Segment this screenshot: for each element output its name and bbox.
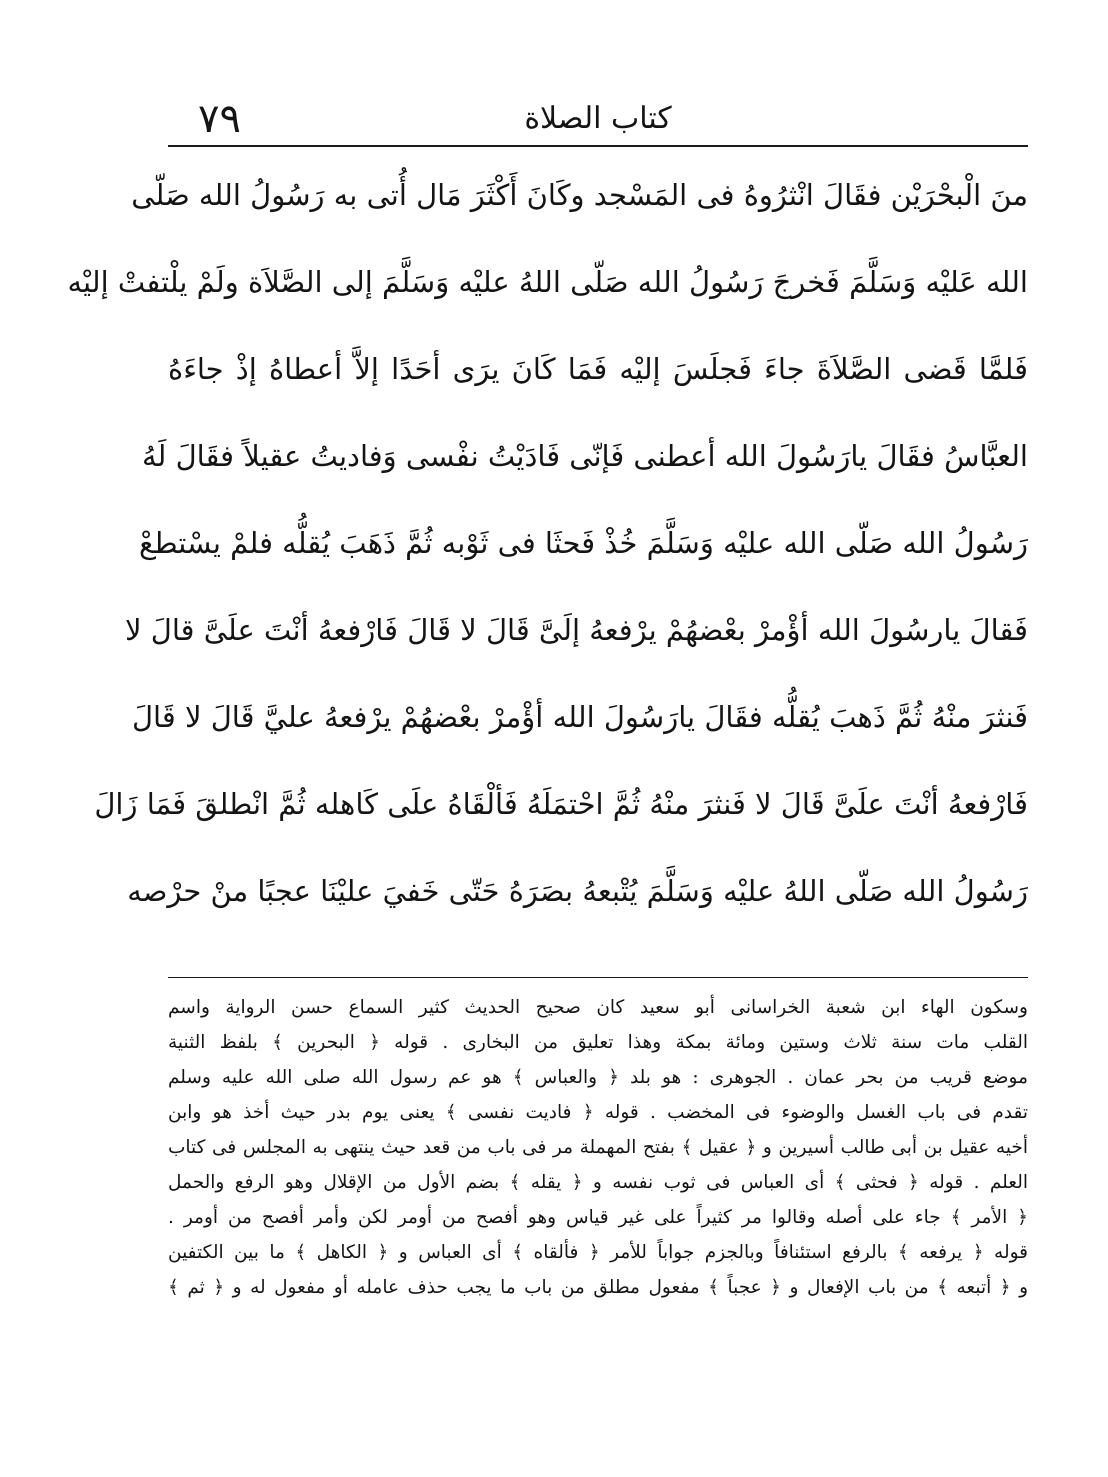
main-text-line: العبَّاسُ فقَالَ يارَسُولَ الله أعطنى فَإنّى فَادَيْتُ نفْسى وَفاديتُ عقيلاً فقَالَ لَهُ xyxy=(142,439,1028,473)
footnote-line: ﴿ الأمر ﴾ جاء على أصله وقالوا مر كثيراً على غير قياس وهو أفصح من أومر لكن وأمر أفصح من أومر . xyxy=(168,1207,1028,1228)
main-text-line: رَسُولُ الله صَلّى اللهُ عليْه وَسَلَّمَ يُتْبعهُ بصَرَهُ حَتّى خَفيَ عليْنَا عجبًا منْ حرْصه xyxy=(127,874,1028,908)
page-header xyxy=(168,96,1028,142)
footnote-line: قوله ﴿ يرفعه ﴾ بالرفع استئنافاً وبالجزم جواباً للأمر ﴿ فألقاه ﴾ أى العباس و ﴿ الكاهل ﴾ ما بين الكتفين xyxy=(168,1242,1028,1263)
footnote-line: تقدم فى باب الغسل والوضوء فى المخضب . قوله ﴿ فاديت نفسى ﴾ يعنى يوم بدر حيث أخذ هو وابن xyxy=(168,1102,1028,1123)
main-text-line: فَنثرَ منْهُ ثُمَّ ذَهبَ يُقلُّه فقَالَ يارَسُولَ الله أؤْمرْ بعْضهُمْ يرْفعهُ عليَّ قَالَ لا قَالَ xyxy=(131,700,1028,734)
footnote-line: و ﴿ أتبعه ﴾ من باب الإفعال و ﴿ عجباً ﴾ مفعول مطلق من باب ما يجب حذف عامله أو مفعول له و ﴿ ثم ﴾ xyxy=(168,1277,1028,1298)
footnote-line: أخيه عقيل بن أبى طالب أسيرين و ﴿ عقيل ﴾ بفتح المهملة مر فى باب من قعد حيث ينتهى به المجلس فى كتاب xyxy=(168,1137,1028,1158)
header-rule xyxy=(168,145,1028,147)
main-text-line: منَ الْبحْرَيْن فقَالَ انْثرُوهُ فى المَسْجد وكَانَ أَكْثَرَ مَال أُتى به رَسُولُ الله صَلّى xyxy=(131,178,1028,212)
main-text xyxy=(67,152,1028,935)
page-number: ٧٩ xyxy=(198,96,241,142)
main-text-line: فَلمَّا قَضى الصَّلاَةَ جاءَ فَجلَسَ إليْه فَمَا كَانَ يرَى أحَدًا إلاَّ أعطاهُ إذْ جاءَهُ xyxy=(168,352,1028,386)
running-title: كتاب الصلاة xyxy=(524,101,672,136)
footnote-line: موضع قريب من بحر عمان . الجوهرى : هو بلد ﴿ والعباس ﴾ هو عم رسول الله صلى الله عليه وسلم xyxy=(168,1067,1028,1088)
main-text-line: فَقالَ يارسُولَ الله أؤْمرْ بعْضهُمْ يرْفعهُ إلَىَّ قَالَ لا قَالَ فَارْفعهُ أنْتَ علَىَّ قالَ لا xyxy=(125,613,1028,647)
main-text-line: فَارْفعهُ أنْتَ علَىَّ قَالَ لا فَنثرَ منْهُ ثُمَّ احْتمَلَهُ فَألْقَاهُ علَى كَاهله ثُمَّ انْطلقَ فَمَا زَالَ xyxy=(94,787,1028,821)
main-text-line: رَسُولُ الله صَلّى الله عليْه وَسَلَّمَ خُذْ فَحثَا فى ثَوْبه ثُمَّ ذَهَبَ يُقلُّه فلمْ يسْتطعْ xyxy=(139,526,1028,560)
footnotes xyxy=(168,990,1028,1305)
main-text-line: الله عَليْه وَسَلَّمَ فَخرجَ رَسُولُ الله صَلّى اللهُ عليْه وَسَلَّمَ إلى الصَّلاَة ولَمْ يلْتفتْ إليْه xyxy=(67,265,1028,299)
footnote-line: القلب مات سنة ثلاث وستين ومائة بمكة وهذا تعليق من البخارى . قوله ﴿ البحرين ﴾ بلفظ الثنية xyxy=(168,1032,1028,1053)
footnote-line: وسكون الهاء ابن شعبة الخراسانى أبو سعيد كان صحيح الحديث كثير السماع حسن الرواية واسم xyxy=(168,997,1028,1018)
footnote-divider xyxy=(168,977,1028,978)
footnote-line: العلم . قوله ﴿ فحثى ﴾ أى العباس فى ثوب نفسه و ﴿ يقله ﴾ بضم الأول من الإقلال وهو الرفع والحمل xyxy=(168,1172,1028,1193)
